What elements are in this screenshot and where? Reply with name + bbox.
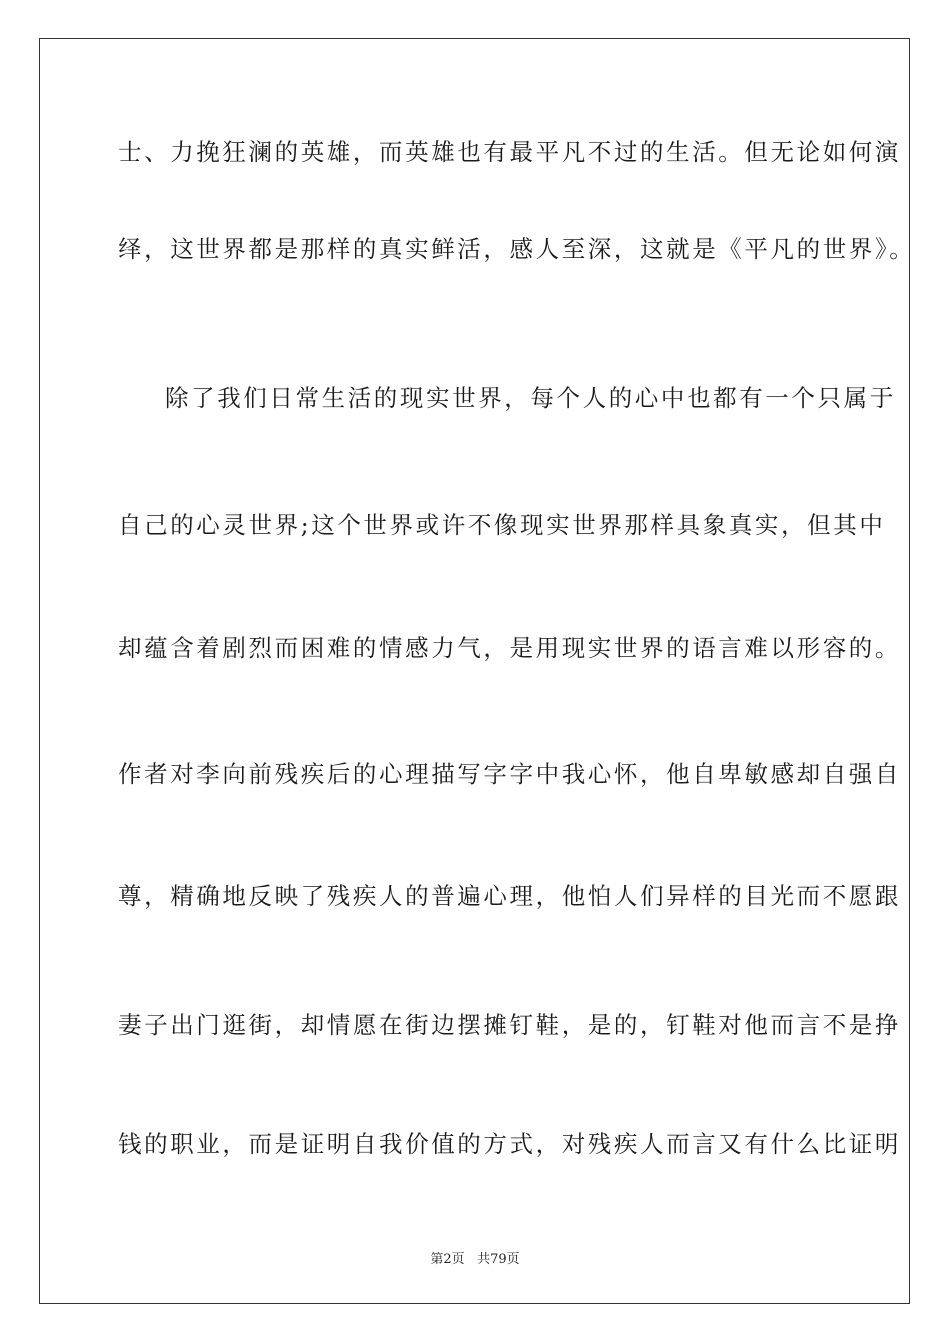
body-text-line: 尊，精确地反映了残疾人的普遍心理，他怕人们异样的目光而不愿跟 bbox=[118, 882, 901, 910]
page-footer bbox=[0, 1248, 950, 1267]
page-number: 第2页 bbox=[430, 1252, 465, 1267]
body-text-line: 自己的心灵世界;这个世界或许不像现实世界那样具象真实，但其中 bbox=[118, 511, 886, 539]
paragraph-start-line: 除了我们日常生活的现实世界，每个人的心中也都有一个只属于 bbox=[165, 384, 896, 412]
body-text-line: 士、力挽狂澜的英雄，而英雄也有最平凡不过的生活。但无论如何演 bbox=[118, 138, 901, 166]
body-text-line: 作者对李向前残疾后的心理描写字字中我心怀，他自卑敏感却自强自 bbox=[118, 760, 901, 788]
page-total: 共79页 bbox=[477, 1252, 520, 1267]
body-text-line: 却蕴含着剧烈而困难的情感力气，是用现实世界的语言难以形容的。 bbox=[118, 634, 901, 662]
body-text-line: 钱的职业，而是证明自我价值的方式，对残疾人而言又有什么比证明 bbox=[118, 1130, 901, 1158]
body-text-line: 妻子出门逛街，却情愿在街边摆摊钉鞋，是的，钉鞋对他而言不是挣 bbox=[118, 1011, 901, 1039]
body-text-line: 绎，这世界都是那样的真实鲜活，感人至深，这就是《平凡的世界》。 bbox=[118, 235, 916, 263]
page-border bbox=[39, 38, 916, 1304]
